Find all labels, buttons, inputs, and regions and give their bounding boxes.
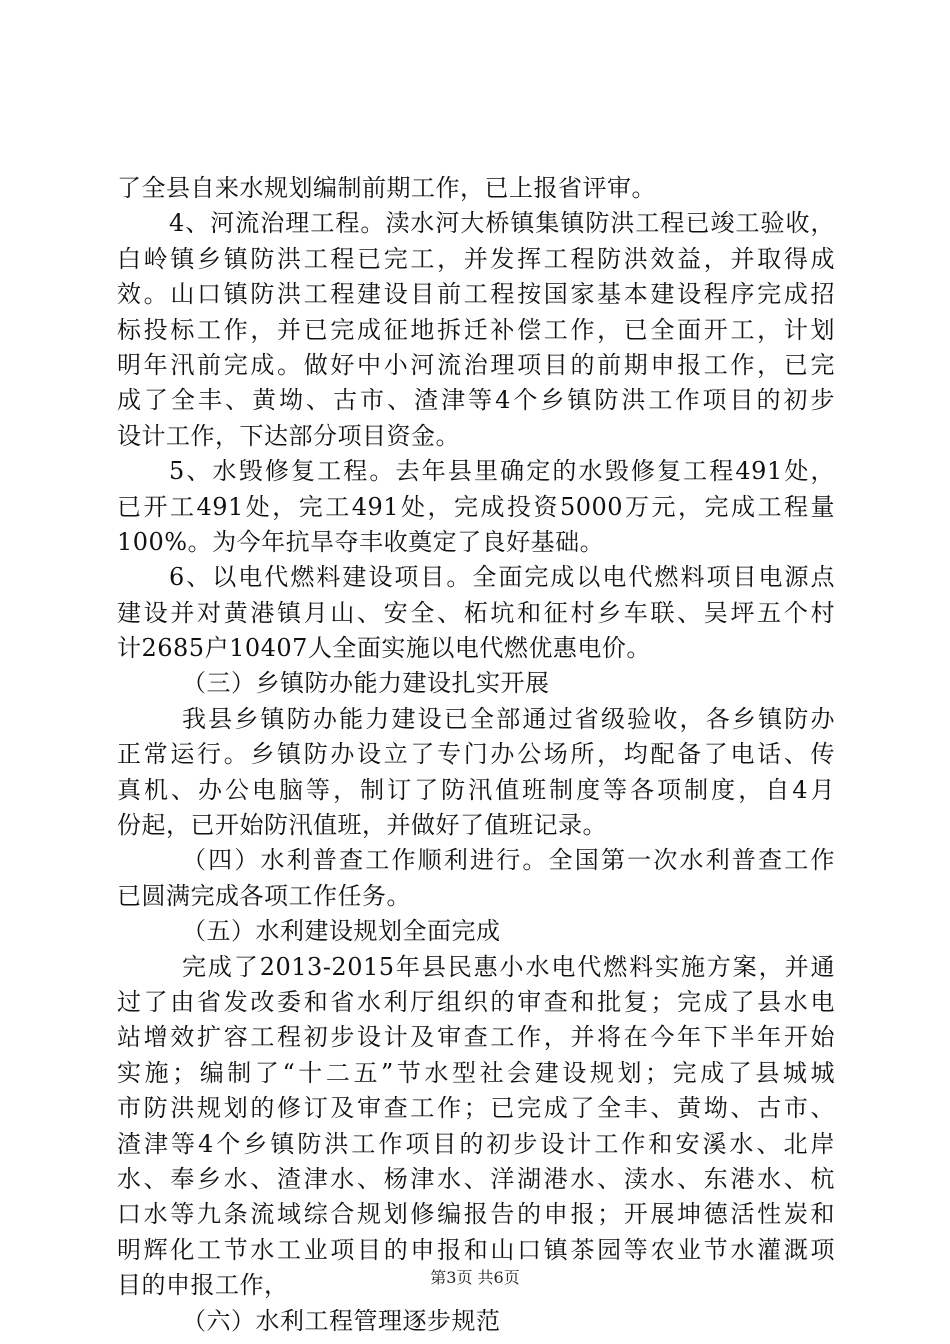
text-line: 标投标工作，并已完成征地拆迁补偿工作，已全面开工，计划 [117,315,835,344]
text-line: 实施；编制了“十二五”节水型社会建设规划；完成了县城城 [117,1058,835,1087]
section-heading: （六）水利工程管理逐步规范 [182,1306,501,1335]
text-line: 站增效扩容工程初步设计及审查工作，并将在今年下半年开始 [117,1023,835,1052]
text-line: 100%。为今年抗旱夺丰收奠定了良好基础。 [117,527,605,556]
text-line: 正常运行。乡镇防办设立了专门办公场所，均配备了电话、传 [117,740,835,769]
text-line: 过了由省发改委和省水利厅组织的审查和批复；完成了县水电 [117,987,835,1016]
text-line: 已开工491处，完工491处，完成投资5000万元，完成工程量 [117,492,835,521]
text-line: 效。山口镇防洪工程建设目前工程按国家基本建设程序完成招 [117,280,835,309]
text-line: 明辉化工节水工业项目的申报和山口镇茶园等农业节水灌溉项 [117,1235,835,1264]
document-body [117,171,835,1339]
text-line: 计2685户10407人全面实施以电代燃优惠电价。 [117,634,651,663]
text-line: 份起，已开始防汛值班，并做好了值班记录。 [117,811,607,840]
text-line: 渣津等4个乡镇防洪工作项目的初步设计工作和安溪水、北岸 [117,1129,835,1158]
text-line: 市防洪规划的修订及审查工作；已完成了全丰、黄坳、古市、 [117,1094,835,1123]
text-line: 目的申报工作， [117,1271,289,1300]
text-line: 明年汛前完成。做好中小河流治理项目的前期申报工作，已完 [117,350,835,379]
text-line: 了全县自来水规划编制前期工作，已上报省评审。 [117,174,656,202]
text-line: 完成了2013-2015年县民惠小水电代燃料实施方案，并通 [182,952,835,981]
text-line: 已圆满完成各项工作任务。 [117,881,411,910]
text-line: 我县乡镇防办能力建设已全部通过省级验收，各乡镇防办 [182,704,835,733]
text-line: 4、河流治理工程。渎水河大桥镇集镇防洪工程已竣工验收， [169,209,835,238]
text-line: 成了全丰、黄坳、古市、渣津等4个乡镇防洪工作项目的初步 [117,386,835,415]
text-line: 建设并对黄港镇月山、安全、柘坑和征村乡车联、吴坪五个村 [117,598,835,627]
text-line: 真机、办公电脑等，制订了防汛值班制度等各项制度，自4月 [117,775,835,804]
text-line: 水、奉乡水、渣津水、杨津水、洋湖港水、渎水、东港水、杭 [117,1164,835,1193]
text-line: 白岭镇乡镇防洪工程已完工，并发挥工程防洪效益，并取得成 [117,244,835,273]
section-heading: （四）水利普查工作顺利进行。全国第一次水利普查工作 [182,846,835,875]
text-line: 设计工作，下达部分项目资金。 [117,421,460,450]
text-line: 口水等九条流域综合规划修编报告的申报；开展坤德活性炭和 [117,1200,835,1229]
section-heading: （五）水利建设规划全面完成 [182,917,501,946]
page-number: 第3页 共6页 [430,1268,520,1287]
text-line: 6、以电代燃料建设项目。全面完成以电代燃料项目电源点 [169,563,835,592]
section-heading: （三）乡镇防办能力建设扎实开展 [182,669,550,698]
text-line: 5、水毁修复工程。去年县里确定的水毁修复工程491处， [169,457,835,486]
